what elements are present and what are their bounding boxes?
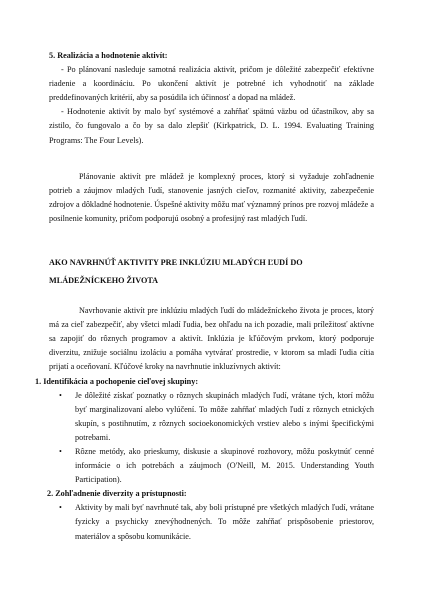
section-5-heading: 5. Realizácia a hodnotenie aktivít:	[49, 51, 168, 60]
bullet-text: Aktivity by mali byť navrhnuté tak, aby boli prístupné pre všetkých mladých ľudí, vrátane fyzicky a psychicky znevýhodnených. To môže zahŕňať prispôsobenie priestorov, materiálov a spôsobu komunikácie.	[75, 503, 374, 541]
bullet-icon: •	[59, 503, 62, 513]
list-item	[49, 445, 374, 487]
inclusion-section-title: AKO NAVRHNÚŤ AKTIVITY PRE INKLÚZIU MLADÝCH ĽUDÍ DO MLÁDEŽNÍCKEHO ŽIVOTA	[49, 258, 303, 286]
inclusion-intro-paragraph: Navrhovanie aktivít pre inklúziu mladých ľudí do mládežníckeho života je proces, ktorý má za cieľ zabezpečiť, aby všetci mladí ľudia, bez ohľadu na ich pozadie, mali príležitosť aktívne sa zapojiť do rôznych programov a aktivít. Inklúzia je kľúčovým prvkom, ktorý podporuje diverzitu, znižuje sociálnu izoláciu a pomáha vytvárať prostredie, v ktorom sa mladí ľudia cítia prijatí a oceňovaní. Kľúčové kroky na navrhnutie inkluzívnych aktivít:	[49, 306, 374, 372]
step-2-heading: 2. Zohľadnenie diverzity a prístupnosti:	[47, 489, 187, 499]
bullet-icon: •	[59, 446, 62, 456]
page-content	[35, 49, 374, 544]
list-item	[49, 389, 374, 445]
bullet-text: Je dôležité získať poznatky o rôznych skupinách mladých ľudí, vrátane tých, ktorí môžu byť marginalizovaní alebo vylúčení. To môže zahŕňať mladých ľudí z rôznych etnických skupín, s postihnutím, z rôznych socioekonomických vrstiev alebo s inými špecifickými potrebami.	[75, 390, 374, 442]
summary-paragraph: Plánovanie aktivít pre mládež je komplexný proces, ktorý si vyžaduje zohľadnenie potrieb a záujmov mladých ľudí, stanovenie jasných cieľov, rozmanité aktivity, zabezpečenie zdrojov a dôkladné hodnotenie. Úspešné aktivity môžu mať významný prínos pre rozvoj mládeže a posilnenie komunity, pričom podporujú osobný a profesijný rast mladých ľudí.	[49, 171, 374, 223]
step-1-heading: 1. Identifikácia a pochopenie cieľovej skupiny:	[35, 376, 199, 386]
bullet-text: Rôzne metódy, ako prieskumy, diskusie a skupinové rozhovory, môžu poskytnúť cenné informácie o ich potrebách a záujmoch (O'Neill, M. 2015. Understanding Youth Participation).	[75, 446, 374, 485]
section-5-paragraph-1: - Po plánovaní nasleduje samotná realizácia aktivít, pričom je dôležité zabezpečiť efektívne riadenie a koordináciu. Po ukončení aktivít je potrebné ich vyhodnotiť na základe preddefinovaných kritérií, aby sa posúdila ich účinnosť a dopad na mládež.	[49, 65, 374, 103]
bullet-icon: •	[59, 390, 62, 400]
section-5-paragraph-2: - Hodnotenie aktivít by malo byť systémové a zahŕňať spätnú väzbu od účastníkov, aby sa zistilo, čo fungovalo a čo by sa dalo zlepšiť (Kirkpatrick, D. L. 1994. Evaluating Training Programs: The Four Levels).	[49, 107, 374, 145]
list-item	[49, 501, 374, 543]
spacer	[49, 148, 374, 162]
